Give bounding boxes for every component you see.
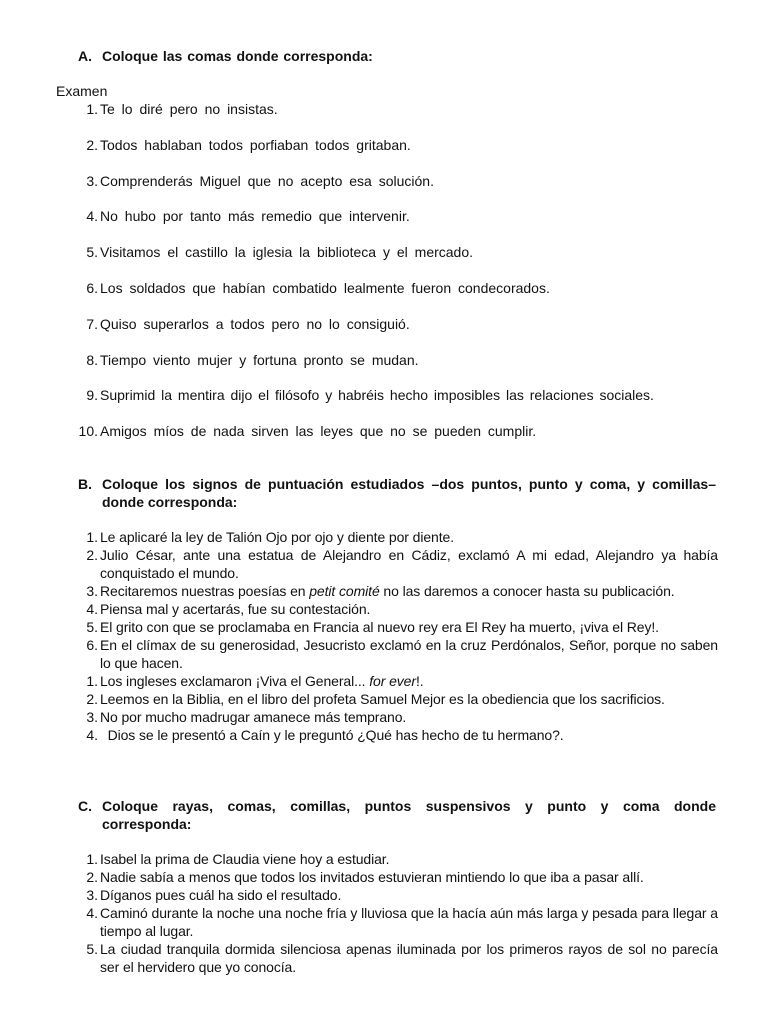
list-item: 4. Piensa mal y acertarás, fue su contestación. — [86, 601, 371, 617]
list-item: 7. Quiso superarlos a todos pero no lo consiguió. — [86, 315, 410, 332]
examen-label: Examen — [56, 83, 108, 99]
list-item: 1. Te lo diré pero no insistas. — [86, 101, 278, 117]
list-item: 6. En el clímax de su generosidad, Jesucristo exclamó en la cruz Perdónalos, Señor, porque no saben lo que hacen. — [86, 637, 718, 671]
list-item: 6. Los soldados que habían combatido lealmente fueron condecorados. — [86, 279, 550, 296]
list-item: 1. Le aplicaré la ley de Talión Ojo por ojo y diente por diente. — [86, 529, 454, 545]
section-a-letter: A. — [78, 48, 92, 64]
list-item: 2. Leemos en la Biblia, en el libro del profeta Samuel Mejor es la obediencia que los sacrificios. — [86, 691, 665, 707]
list-item: 3. No por mucho madrugar amanece más temprano. — [86, 709, 407, 725]
list-item: 1. Isabel la prima de Claudia viene hoy a estudiar. — [86, 851, 390, 867]
section-b-heading — [78, 475, 716, 511]
section-c-list — [78, 850, 718, 976]
list-item: 4. No hubo por tanto más remedio que intervenir. — [86, 208, 410, 225]
section-a-title: Coloque las comas donde corresponda: — [102, 48, 373, 64]
section-b-letter: B. — [78, 476, 92, 492]
list-item: 10. Amigos míos de nada sirven las leyes que no se pueden cumplir. — [78, 423, 537, 440]
list-item: 8. Tiempo viento mujer y fortuna pronto se mudan. — [86, 351, 419, 368]
list-item: 4. Dios se le presentó a Caín y le preguntó ¿Qué has hecho de tu hermano?. — [86, 727, 564, 743]
section-a-heading — [78, 47, 716, 65]
list-item: 2. Nadie sabía a menos que todos los invitados estuvieran mintiendo lo que iba a pasar allí. — [86, 869, 644, 885]
list-item: 5. La ciudad tranquila dormida silenciosa apenas iluminada por los primeros rayos de sol no parecía ser el hervidero que yo conocía. — [86, 941, 718, 975]
section-a-list — [78, 100, 718, 458]
list-item: 4. Caminó durante la noche una noche fría y lluviosa que la hacía aún más larga y pesada para llegar a tiempo al lugar. — [86, 905, 718, 939]
list-item: 3. Comprenderás Miguel que no acepto esa solución. — [86, 172, 434, 189]
list-item: 3. Díganos pues cuál ha sido el resultado. — [86, 887, 342, 903]
section-b-title: Coloque los signos de puntuación estudiados –dos puntos, punto y coma, y comillas– donde corresponda: — [102, 476, 716, 510]
list-item: 5. Visitamos el castillo la iglesia la biblioteca y el mercado. — [86, 244, 474, 261]
section-b-list — [78, 528, 718, 744]
section-c-title: Coloque rayas, comas, comillas, puntos suspensivos y punto y coma donde corresponda: — [102, 798, 716, 832]
list-item: 3. Recitaremos nuestras poesías en petit comité no las daremos a conocer hasta su publicación. — [86, 583, 675, 599]
list-item: 2. Julio César, ante una estatua de Alejandro en Cádiz, exclamó A mi edad, Alejandro ya había conquistado el mundo. — [86, 547, 718, 581]
list-item: 5. El grito con que se proclamaba en Francia al nuevo rey era El Rey ha muerto, ¡viva el Rey!. — [86, 619, 659, 635]
list-item: 2. Todos hablaban todos porfiaban todos gritaban. — [86, 136, 411, 153]
section-c-letter: C. — [78, 798, 92, 814]
section-c-heading — [78, 797, 716, 833]
list-item: 9. Suprimid la mentira dijo el filósofo y habréis hecho imposibles las relaciones sociales. — [86, 387, 654, 404]
list-item: 1. Los ingleses exclamaron ¡Viva el General... for ever!. — [86, 673, 424, 689]
